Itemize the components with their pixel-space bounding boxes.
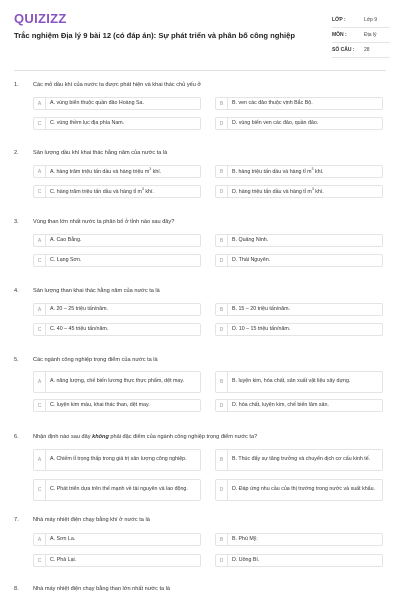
option-text: C. hàng trăm triệu tấn dầu và hàng tỉ $m^3$ khí. — [50, 187, 154, 195]
page-title: Trắc nghiệm Địa lý 9 bài 12 (có đáp án): Sự phát triển và phân bố công nghiệp — [14, 31, 296, 40]
option-text: B. ven các đảo thuộc vịnh Bắc Bộ. — [232, 99, 313, 106]
option-text: A. 20 – 25 triệu tấn/năm. — [50, 305, 109, 312]
option-letter: A — [34, 372, 46, 392]
answer-option-b[interactable] — [215, 449, 383, 471]
option-letter: D — [216, 555, 228, 566]
question-text: Sản lượng dầu khí khai thác hằng năm của nước ta là — [33, 150, 168, 156]
option-text: C. luyện kim màu, khai thác than, dệt may. — [50, 401, 150, 408]
meta-row-count — [332, 43, 390, 58]
option-letter: B — [216, 235, 228, 246]
option-text: B. hàng triệu tấn dầu và hàng tỉ $m^3$ khí. — [232, 167, 324, 175]
answer-option-b[interactable] — [215, 97, 383, 110]
answer-option-a[interactable] — [33, 533, 201, 546]
option-text: D. Thái Nguyên. — [232, 256, 271, 263]
answer-option-a[interactable] — [33, 234, 201, 247]
question-number: 7. — [14, 517, 19, 523]
quiz-meta — [332, 13, 390, 58]
question-number: 6. — [14, 434, 19, 440]
answer-options — [33, 533, 386, 573]
option-letter: B — [216, 166, 228, 177]
option-text: A. vùng biển thuộc quần đảo Hoàng Sa. — [50, 99, 144, 106]
option-text: C. Lạng Sơn. — [50, 256, 82, 263]
option-text: B. Quảng Ninh. — [232, 236, 269, 243]
question-number: 2. — [14, 150, 19, 156]
option-text: B. Thúc đẩy sự tăng trưởng và chuyển dịch cơ cấu kinh tế. — [232, 456, 371, 463]
quizizz-logo: QUIZIZZ — [14, 11, 67, 26]
question-number: 4. — [14, 288, 19, 294]
answer-option-b[interactable] — [215, 234, 383, 247]
meta-value: 28 — [364, 47, 370, 53]
answer-option-c[interactable] — [33, 554, 201, 567]
answer-option-a[interactable] — [33, 303, 201, 316]
question-text: Nhà máy nhiệt điện chạy bằng khí ở nước ta là — [33, 517, 150, 523]
question — [0, 288, 400, 333]
option-letter: D — [216, 400, 228, 411]
option-text: C. Phát triển dựa trên thế mạnh về tài nguyên và lao động. — [50, 486, 188, 493]
meta-row-subject — [332, 28, 390, 43]
answer-option-c[interactable] — [33, 323, 201, 336]
answer-option-a[interactable] — [33, 165, 201, 178]
answer-option-c[interactable] — [33, 254, 201, 267]
option-letter: A — [34, 235, 46, 246]
answer-options — [33, 449, 386, 505]
option-letter: D — [216, 186, 228, 197]
answer-option-d[interactable] — [215, 323, 383, 336]
question-number: 5. — [14, 357, 19, 363]
option-letter: C — [34, 118, 46, 129]
option-letter: B — [216, 450, 228, 470]
answer-option-c[interactable] — [33, 185, 201, 198]
option-text: D. Uông Bí. — [232, 556, 260, 563]
question — [0, 586, 400, 592]
option-letter: D — [216, 480, 228, 500]
question-number: 1. — [14, 82, 19, 88]
option-text: C. 40 – 45 triệu tấn/năm. — [50, 325, 109, 332]
answer-options — [33, 165, 386, 205]
answer-option-a[interactable] — [33, 449, 201, 471]
question — [0, 517, 400, 564]
option-letter: C — [34, 400, 46, 411]
question-header — [0, 288, 400, 294]
answer-options — [33, 371, 386, 415]
option-text: C. vùng thềm lục địa phía Nam. — [50, 119, 125, 126]
answer-options — [33, 234, 386, 274]
option-letter: C — [34, 480, 46, 500]
option-letter: A — [34, 166, 46, 177]
question — [0, 150, 400, 195]
option-letter: B — [216, 98, 228, 109]
answer-option-c[interactable] — [33, 117, 201, 130]
option-letter: B — [216, 304, 228, 315]
option-text: B. Phú Mỹ. — [232, 535, 258, 542]
option-text: B. luyện kim, hóa chất, sản xuất vật liệu xây dựng. — [232, 378, 351, 385]
question-text: Các ngành công nghiệp trọng điểm của nước ta là — [33, 357, 158, 363]
option-text: A. hàng trăm triệu tấn dầu và hàng triệu $m^3$ khí. — [50, 167, 162, 175]
option-text: D. hàng triệu tấn dầu và hàng tỉ $m^3$ khí. — [232, 187, 324, 195]
question-text: Nhà máy nhiệt điện chạy bằng than lớn nhất nước ta là — [33, 586, 171, 592]
option-letter: A — [34, 534, 46, 545]
question — [0, 357, 400, 409]
answer-option-c[interactable] — [33, 479, 201, 501]
question — [0, 219, 400, 264]
answer-option-a[interactable] — [33, 371, 201, 393]
option-text: B. 15 – 20 triệu tấn/năm. — [232, 305, 291, 312]
option-letter: A — [34, 98, 46, 109]
answer-option-d[interactable] — [215, 479, 383, 501]
header-divider — [14, 70, 386, 71]
answer-option-d[interactable] — [215, 254, 383, 267]
answer-option-d[interactable] — [215, 399, 383, 412]
answer-option-b[interactable] — [215, 303, 383, 316]
question-number: 8. — [14, 586, 19, 592]
question — [0, 434, 400, 493]
option-text: C. Phả Lại. — [50, 556, 77, 563]
question-header — [0, 586, 400, 592]
answer-options — [33, 97, 386, 137]
answer-option-c[interactable] — [33, 399, 201, 412]
option-text: D. vùng biển ven các đảo, quần đảo. — [232, 119, 319, 126]
question-header — [0, 434, 400, 440]
meta-label: MÔN : — [332, 32, 347, 38]
option-letter: B — [216, 372, 228, 392]
question — [0, 82, 400, 127]
option-letter: C — [34, 324, 46, 335]
answer-option-b[interactable] — [215, 371, 383, 393]
meta-row-grade — [332, 13, 390, 28]
question-header — [0, 219, 400, 225]
option-text: D. Đáp ứng nhu cầu của thị trường trong nước và xuất khẩu. — [232, 486, 376, 493]
answer-option-d[interactable] — [215, 554, 383, 567]
meta-value: Địa lý — [364, 32, 377, 38]
meta-value: Lớp 9 — [364, 17, 378, 23]
option-text: D. hóa chất, luyện kim, chế biến lâm sản. — [232, 401, 329, 408]
question-header — [0, 82, 400, 88]
answer-option-b[interactable] — [215, 533, 383, 546]
answer-option-a[interactable] — [33, 97, 201, 110]
question-text: Nhận định nào sau đây không phải đặc điểm của ngành công nghiệp trọng điểm nước ta? — [33, 434, 258, 440]
option-letter: A — [34, 304, 46, 315]
question-header — [0, 150, 400, 156]
option-letter: B — [216, 534, 228, 545]
option-letter: D — [216, 324, 228, 335]
question-number: 3. — [14, 219, 19, 225]
option-letter: C — [34, 186, 46, 197]
option-text: D. 10 – 15 triệu tấn/năm. — [232, 325, 291, 332]
page-header — [0, 0, 400, 64]
option-text: A. Cao Bằng. — [50, 236, 82, 243]
meta-label: SỐ CÂU : — [332, 47, 355, 53]
option-text: A. Sơn La. — [50, 535, 76, 542]
question-header — [0, 357, 400, 363]
option-text: A. năng lượng, chế biến lương thực thực phẩm, dệt may. — [50, 378, 185, 385]
question-text: Các mỏ dầu khí của nước ta được phát hiện và khai thác chủ yếu ở — [33, 82, 202, 88]
answer-option-d[interactable] — [215, 117, 383, 130]
answer-option-d[interactable] — [215, 185, 383, 198]
question-text: Vùng than lớn nhất nước ta phân bố ở tỉnh nào sau đây? — [33, 219, 175, 225]
option-letter: D — [216, 118, 228, 129]
question-text: Sản lượng than khai thác hằng năm của nước ta là — [33, 288, 160, 294]
option-letter: C — [34, 255, 46, 266]
option-letter: A — [34, 450, 46, 470]
option-text: A. Chiếm tỉ trọng thấp trong giá trị sản lượng công nghiệp. — [50, 456, 187, 463]
meta-label: LỚP : — [332, 17, 346, 23]
question-header — [0, 517, 400, 523]
answer-options — [33, 303, 386, 343]
answer-option-b[interactable] — [215, 165, 383, 178]
emphasis-text: không — [92, 434, 109, 440]
option-letter: C — [34, 555, 46, 566]
option-letter: D — [216, 255, 228, 266]
